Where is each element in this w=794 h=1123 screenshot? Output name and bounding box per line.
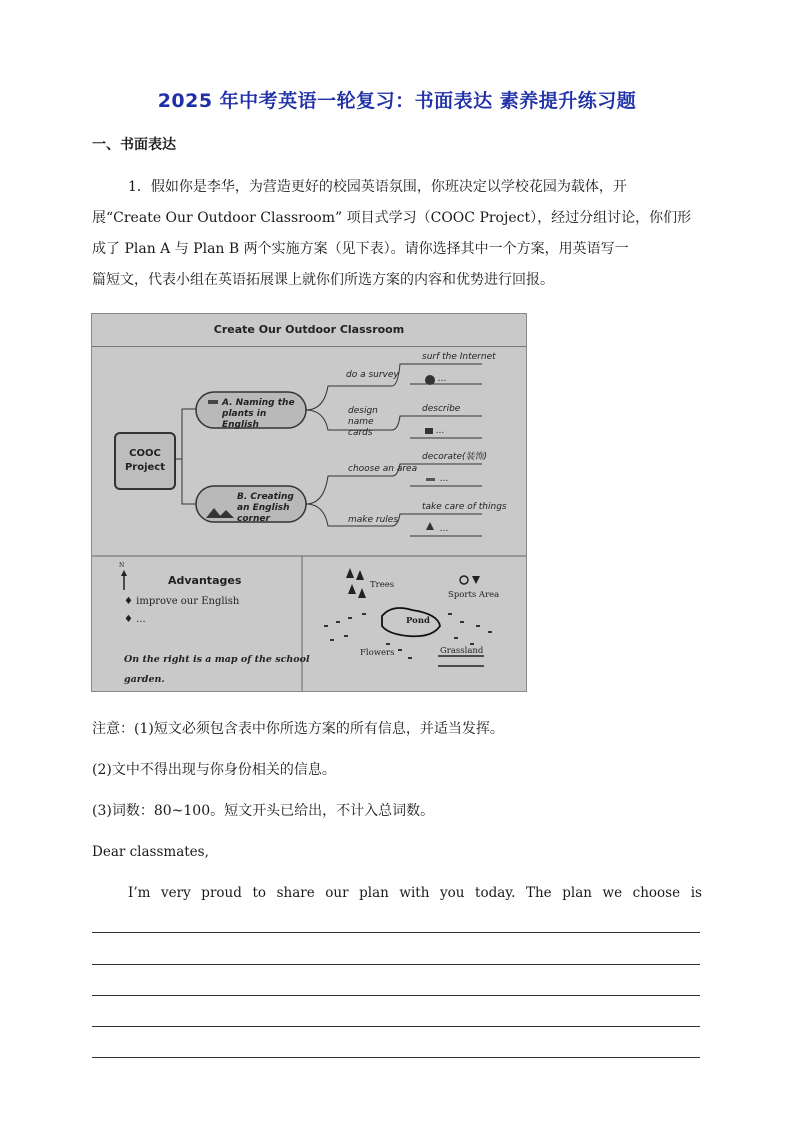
cooc-project-node bbox=[114, 432, 176, 490]
opening-word: share bbox=[276, 885, 315, 901]
question-line-1: 1．假如你是李华，为营造更好的校园英语氛围，你班决定以学校花园为载体，开 bbox=[128, 179, 627, 195]
plan-b-label: B. Creating an English corner bbox=[237, 492, 294, 524]
grassland-label: Grassland bbox=[440, 646, 484, 656]
opening-word: proud bbox=[201, 885, 242, 901]
north-label: N bbox=[119, 562, 125, 569]
trees-label: Trees bbox=[370, 580, 395, 590]
opening-word: you bbox=[440, 885, 465, 901]
answer-line-5[interactable] bbox=[92, 1057, 700, 1058]
cooc-project-label: COOC Project bbox=[124, 448, 166, 473]
advantage-text-2: ... bbox=[136, 614, 146, 625]
advantage-text-1: improve our English bbox=[136, 596, 240, 607]
opening-word: very bbox=[161, 885, 191, 901]
opening-word: I’m bbox=[128, 885, 151, 901]
opening-sentence bbox=[128, 885, 702, 901]
salutation: Dear classmates, bbox=[92, 844, 209, 860]
opening-word: is bbox=[690, 885, 702, 901]
note-3: (3)词数：80~100。短文开头已给出，不计入总词数。 bbox=[92, 803, 435, 819]
section-heading: 一、书面表达 bbox=[92, 137, 176, 153]
mind-map-figure bbox=[91, 313, 527, 692]
sports-area-label: Sports Area bbox=[448, 590, 500, 600]
answer-line-4[interactable] bbox=[92, 1026, 700, 1027]
advantage-item-2: ♦ ... bbox=[124, 614, 146, 625]
opening-word: our bbox=[325, 885, 349, 901]
branch-do-a-survey: do a survey bbox=[346, 370, 399, 380]
note-1: 注意：(1)短文必须包含表中你所选方案的所有信息，并适当发挥。 bbox=[92, 721, 504, 737]
ellipsis-2: ... bbox=[436, 426, 445, 436]
pond-label: Pond bbox=[406, 616, 430, 626]
opening-word: The bbox=[525, 885, 552, 901]
question-line-4: 篇短文，代表小组在英语拓展课上就你们所选方案的内容和优势进行回报。 bbox=[92, 272, 554, 288]
note-2: (2)文中不得出现与你身份相关的信息。 bbox=[92, 762, 336, 778]
flowers-label: Flowers bbox=[360, 648, 395, 658]
leaf-describe: describe bbox=[422, 404, 461, 414]
opening-word: we bbox=[602, 885, 623, 901]
question-line-3: 成了 Plan A 与 Plan B 两个实施方案（见下表）。请你选择其中一个方案，用英语写一 bbox=[92, 241, 629, 257]
opening-word: plan bbox=[359, 885, 389, 901]
leaf-surf-the-internet: surf the Internet bbox=[422, 352, 496, 362]
branch-design-name-cards: design name cards bbox=[348, 406, 378, 438]
opening-word: to bbox=[252, 885, 266, 901]
opening-word: plan bbox=[562, 885, 592, 901]
branch-choose-an-area: choose an area bbox=[348, 464, 418, 474]
figure-title: Create Our Outdoor Classroom bbox=[92, 314, 526, 347]
leaf-decorate: decorate(装饰) bbox=[422, 452, 488, 462]
ellipsis-1: ... bbox=[438, 374, 447, 384]
answer-line-2[interactable] bbox=[92, 964, 700, 965]
advantage-item-1: ♦ improve our English bbox=[124, 596, 240, 607]
branch-make-rules: make rules bbox=[348, 515, 399, 525]
opening-word: with bbox=[399, 885, 430, 901]
map-note: On the right is a map of the school garden. bbox=[124, 654, 310, 685]
advantages-title: Advantages bbox=[168, 574, 242, 587]
answer-line-1[interactable] bbox=[92, 932, 700, 933]
opening-word: today. bbox=[475, 885, 516, 901]
ellipsis-4: ... bbox=[440, 524, 449, 534]
page-title: 2025 年中考英语一轮复习：书面表达 素养提升练习题 bbox=[157, 90, 637, 112]
plan-a-label: A. Naming the plants in English bbox=[222, 398, 295, 430]
opening-word: choose bbox=[632, 885, 681, 901]
question-line-2: 展“Create Our Outdoor Classroom” 项目式学习（COOC Project），经过分组讨论，你们形 bbox=[92, 210, 692, 226]
leaf-take-care-of-things: take care of things bbox=[422, 502, 507, 512]
answer-line-3[interactable] bbox=[92, 995, 700, 996]
ellipsis-3: ... bbox=[440, 474, 449, 484]
question-text bbox=[92, 172, 702, 296]
